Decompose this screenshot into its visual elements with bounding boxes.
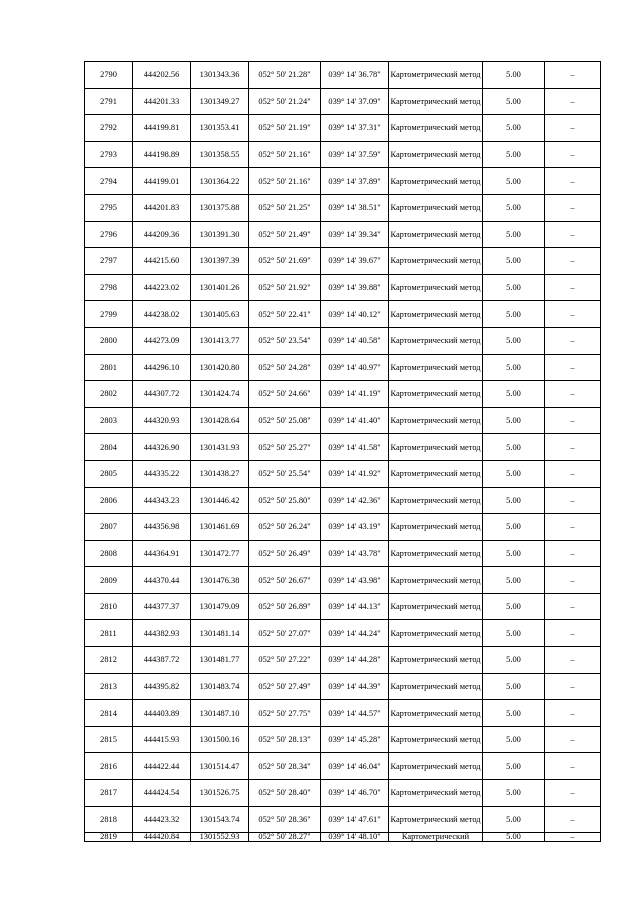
table-row xyxy=(85,593,601,620)
accuracy-cell: 5.00 xyxy=(483,407,545,434)
note-cell: – xyxy=(545,115,601,142)
latitude-cell: 052° 50' 28.40" xyxy=(249,780,321,807)
x-coordinate-cell: 444335.22 xyxy=(133,460,191,487)
longitude-cell: 039° 14' 45.28" xyxy=(321,726,389,753)
y-coordinate-cell: 1301483.74 xyxy=(191,673,249,700)
table-row xyxy=(85,221,601,248)
point-number-cell: 2798 xyxy=(85,274,133,301)
x-coordinate-cell: 444343.23 xyxy=(133,487,191,514)
x-coordinate-cell: 444198.89 xyxy=(133,141,191,168)
x-coordinate-cell: 444423.32 xyxy=(133,806,191,833)
longitude-cell: 039° 14' 44.39" xyxy=(321,673,389,700)
y-coordinate-cell: 1301552.93 xyxy=(191,833,249,842)
point-number-cell: 2811 xyxy=(85,620,133,647)
latitude-cell: 052° 50' 24.66" xyxy=(249,381,321,408)
latitude-cell: 052° 50' 21.28" xyxy=(249,62,321,89)
point-number-cell: 2815 xyxy=(85,726,133,753)
latitude-cell: 052° 50' 28.27" xyxy=(249,833,321,842)
latitude-cell: 052° 50' 21.92" xyxy=(249,274,321,301)
longitude-cell: 039° 14' 37.31" xyxy=(321,115,389,142)
y-coordinate-cell: 1301476.38 xyxy=(191,567,249,594)
point-number-cell: 2809 xyxy=(85,567,133,594)
point-number-cell: 2799 xyxy=(85,301,133,328)
note-cell: – xyxy=(545,567,601,594)
accuracy-cell: 5.00 xyxy=(483,514,545,541)
y-coordinate-cell: 1301353.41 xyxy=(191,115,249,142)
y-coordinate-cell: 1301526.75 xyxy=(191,780,249,807)
latitude-cell: 052° 50' 24.28" xyxy=(249,354,321,381)
method-cell: Картометрический метод xyxy=(389,141,483,168)
note-cell: – xyxy=(545,593,601,620)
method-cell: Картометрический метод xyxy=(389,514,483,541)
method-cell: Картометрический метод xyxy=(389,726,483,753)
y-coordinate-cell: 1301487.10 xyxy=(191,700,249,727)
latitude-cell: 052° 50' 23.54" xyxy=(249,327,321,354)
table-row xyxy=(85,673,601,700)
note-cell: – xyxy=(545,301,601,328)
method-cell: Картометрический метод xyxy=(389,354,483,381)
table-row xyxy=(85,753,601,780)
accuracy-cell: 5.00 xyxy=(483,221,545,248)
latitude-cell: 052° 50' 28.13" xyxy=(249,726,321,753)
note-cell: – xyxy=(545,434,601,461)
note-cell: – xyxy=(545,327,601,354)
point-number-cell: 2790 xyxy=(85,62,133,89)
document-page xyxy=(84,61,600,842)
y-coordinate-cell: 1301405.63 xyxy=(191,301,249,328)
accuracy-cell: 5.00 xyxy=(483,62,545,89)
y-coordinate-cell: 1301481.77 xyxy=(191,647,249,674)
x-coordinate-cell: 444215.60 xyxy=(133,248,191,275)
method-cell: Картометрический метод xyxy=(389,248,483,275)
accuracy-cell: 5.00 xyxy=(483,248,545,275)
accuracy-cell: 5.00 xyxy=(483,141,545,168)
note-cell: – xyxy=(545,833,601,842)
method-cell: Картометрический метод xyxy=(389,301,483,328)
accuracy-cell: 5.00 xyxy=(483,567,545,594)
y-coordinate-cell: 1301358.55 xyxy=(191,141,249,168)
method-cell: Картометрический метод xyxy=(389,274,483,301)
x-coordinate-cell: 444199.81 xyxy=(133,115,191,142)
y-coordinate-cell: 1301461.69 xyxy=(191,514,249,541)
longitude-cell: 039° 14' 39.88" xyxy=(321,274,389,301)
point-number-cell: 2801 xyxy=(85,354,133,381)
note-cell: – xyxy=(545,62,601,89)
note-cell: – xyxy=(545,806,601,833)
x-coordinate-cell: 444273.09 xyxy=(133,327,191,354)
table-row xyxy=(85,141,601,168)
x-coordinate-cell: 444382.93 xyxy=(133,620,191,647)
latitude-cell: 052° 50' 25.27" xyxy=(249,434,321,461)
table-row xyxy=(85,647,601,674)
latitude-cell: 052° 50' 28.36" xyxy=(249,806,321,833)
point-number-cell: 2806 xyxy=(85,487,133,514)
method-cell: Картометрический метод xyxy=(389,593,483,620)
note-cell: – xyxy=(545,514,601,541)
accuracy-cell: 5.00 xyxy=(483,673,545,700)
y-coordinate-cell: 1301413.77 xyxy=(191,327,249,354)
table-row xyxy=(85,354,601,381)
table-row xyxy=(85,168,601,195)
latitude-cell: 052° 50' 26.49" xyxy=(249,540,321,567)
coordinates-table xyxy=(84,61,601,842)
table-row xyxy=(85,726,601,753)
accuracy-cell: 5.00 xyxy=(483,194,545,221)
method-cell: Картометрический метод xyxy=(389,327,483,354)
y-coordinate-cell: 1301349.27 xyxy=(191,88,249,115)
method-cell: Картометрический метод xyxy=(389,753,483,780)
accuracy-cell: 5.00 xyxy=(483,753,545,780)
point-number-cell: 2791 xyxy=(85,88,133,115)
accuracy-cell: 5.00 xyxy=(483,434,545,461)
point-number-cell: 2795 xyxy=(85,194,133,221)
point-number-cell: 2814 xyxy=(85,700,133,727)
x-coordinate-cell: 444199.01 xyxy=(133,168,191,195)
point-number-cell: 2794 xyxy=(85,168,133,195)
table-row xyxy=(85,327,601,354)
table-row xyxy=(85,567,601,594)
table-row xyxy=(85,274,601,301)
x-coordinate-cell: 444387.72 xyxy=(133,647,191,674)
method-cell: Картометрический метод xyxy=(389,62,483,89)
longitude-cell: 039° 14' 37.59" xyxy=(321,141,389,168)
x-coordinate-cell: 444377.37 xyxy=(133,593,191,620)
table-row xyxy=(85,833,601,842)
point-number-cell: 2804 xyxy=(85,434,133,461)
longitude-cell: 039° 14' 37.89" xyxy=(321,168,389,195)
point-number-cell: 2816 xyxy=(85,753,133,780)
x-coordinate-cell: 444420.84 xyxy=(133,833,191,842)
note-cell: – xyxy=(545,248,601,275)
table-row xyxy=(85,115,601,142)
longitude-cell: 039° 14' 41.92" xyxy=(321,460,389,487)
latitude-cell: 052° 50' 27.07" xyxy=(249,620,321,647)
note-cell: – xyxy=(545,88,601,115)
x-coordinate-cell: 444415.93 xyxy=(133,726,191,753)
y-coordinate-cell: 1301420.80 xyxy=(191,354,249,381)
note-cell: – xyxy=(545,460,601,487)
point-number-cell: 2810 xyxy=(85,593,133,620)
y-coordinate-cell: 1301424.74 xyxy=(191,381,249,408)
latitude-cell: 052° 50' 26.67" xyxy=(249,567,321,594)
note-cell: – xyxy=(545,620,601,647)
note-cell: – xyxy=(545,381,601,408)
longitude-cell: 039° 14' 41.40" xyxy=(321,407,389,434)
longitude-cell: 039° 14' 44.24" xyxy=(321,620,389,647)
method-cell: Картометрический метод xyxy=(389,434,483,461)
point-number-cell: 2805 xyxy=(85,460,133,487)
method-cell: Картометрический метод xyxy=(389,221,483,248)
note-cell: – xyxy=(545,221,601,248)
latitude-cell: 052° 50' 21.69" xyxy=(249,248,321,275)
latitude-cell: 052° 50' 21.49" xyxy=(249,221,321,248)
y-coordinate-cell: 1301479.09 xyxy=(191,593,249,620)
accuracy-cell: 5.00 xyxy=(483,487,545,514)
longitude-cell: 039° 14' 47.61" xyxy=(321,806,389,833)
table-body xyxy=(85,62,601,842)
longitude-cell: 039° 14' 42.36" xyxy=(321,487,389,514)
longitude-cell: 039° 14' 44.57" xyxy=(321,700,389,727)
latitude-cell: 052° 50' 26.89" xyxy=(249,593,321,620)
table-row xyxy=(85,460,601,487)
x-coordinate-cell: 444223.02 xyxy=(133,274,191,301)
note-cell: – xyxy=(545,700,601,727)
note-cell: – xyxy=(545,673,601,700)
table-row xyxy=(85,514,601,541)
point-number-cell: 2817 xyxy=(85,780,133,807)
longitude-cell: 039° 14' 40.12" xyxy=(321,301,389,328)
longitude-cell: 039° 14' 36.78" xyxy=(321,62,389,89)
table-row xyxy=(85,620,601,647)
latitude-cell: 052° 50' 26.24" xyxy=(249,514,321,541)
method-cell: Картометрический метод xyxy=(389,115,483,142)
x-coordinate-cell: 444201.33 xyxy=(133,88,191,115)
x-coordinate-cell: 444395.82 xyxy=(133,673,191,700)
method-cell: Картометрический метод xyxy=(389,194,483,221)
y-coordinate-cell: 1301401.26 xyxy=(191,274,249,301)
latitude-cell: 052° 50' 21.16" xyxy=(249,141,321,168)
note-cell: – xyxy=(545,753,601,780)
method-cell: Картометрический метод xyxy=(389,168,483,195)
point-number-cell: 2793 xyxy=(85,141,133,168)
point-number-cell: 2819 xyxy=(85,833,133,842)
accuracy-cell: 5.00 xyxy=(483,354,545,381)
x-coordinate-cell: 444307.72 xyxy=(133,381,191,408)
longitude-cell: 039° 14' 46.70" xyxy=(321,780,389,807)
longitude-cell: 039° 14' 38.51" xyxy=(321,194,389,221)
point-number-cell: 2802 xyxy=(85,381,133,408)
accuracy-cell: 5.00 xyxy=(483,647,545,674)
point-number-cell: 2800 xyxy=(85,327,133,354)
table-row xyxy=(85,700,601,727)
note-cell: – xyxy=(545,487,601,514)
latitude-cell: 052° 50' 28.34" xyxy=(249,753,321,780)
y-coordinate-cell: 1301438.27 xyxy=(191,460,249,487)
table-row xyxy=(85,194,601,221)
longitude-cell: 039° 14' 43.19" xyxy=(321,514,389,541)
x-coordinate-cell: 444320.93 xyxy=(133,407,191,434)
x-coordinate-cell: 444296.10 xyxy=(133,354,191,381)
accuracy-cell: 5.00 xyxy=(483,274,545,301)
longitude-cell: 039° 14' 40.97" xyxy=(321,354,389,381)
latitude-cell: 052° 50' 21.19" xyxy=(249,115,321,142)
table-row xyxy=(85,407,601,434)
latitude-cell: 052° 50' 25.08" xyxy=(249,407,321,434)
accuracy-cell: 5.00 xyxy=(483,301,545,328)
method-cell: Картометрический метод xyxy=(389,381,483,408)
note-cell: – xyxy=(545,141,601,168)
method-cell: Картометрический метод xyxy=(389,780,483,807)
accuracy-cell: 5.00 xyxy=(483,115,545,142)
longitude-cell: 039° 14' 44.28" xyxy=(321,647,389,674)
accuracy-cell: 5.00 xyxy=(483,726,545,753)
method-cell: Картометрический метод xyxy=(389,567,483,594)
point-number-cell: 2803 xyxy=(85,407,133,434)
longitude-cell: 039° 14' 37.09" xyxy=(321,88,389,115)
longitude-cell: 039° 14' 40.58" xyxy=(321,327,389,354)
table-row xyxy=(85,62,601,89)
note-cell: – xyxy=(545,274,601,301)
x-coordinate-cell: 444424.54 xyxy=(133,780,191,807)
latitude-cell: 052° 50' 21.16" xyxy=(249,168,321,195)
table-row xyxy=(85,434,601,461)
y-coordinate-cell: 1301364.22 xyxy=(191,168,249,195)
latitude-cell: 052° 50' 21.24" xyxy=(249,88,321,115)
accuracy-cell: 5.00 xyxy=(483,700,545,727)
latitude-cell: 052° 50' 27.49" xyxy=(249,673,321,700)
longitude-cell: 039° 14' 41.19" xyxy=(321,381,389,408)
x-coordinate-cell: 444326.90 xyxy=(133,434,191,461)
method-cell: Картометрический метод xyxy=(389,487,483,514)
table-row xyxy=(85,780,601,807)
method-cell: Картометрический метод xyxy=(389,88,483,115)
x-coordinate-cell: 444403.89 xyxy=(133,700,191,727)
longitude-cell: 039° 14' 44.13" xyxy=(321,593,389,620)
table-row xyxy=(85,88,601,115)
note-cell: – xyxy=(545,168,601,195)
point-number-cell: 2813 xyxy=(85,673,133,700)
x-coordinate-cell: 444356.98 xyxy=(133,514,191,541)
note-cell: – xyxy=(545,726,601,753)
longitude-cell: 039° 14' 41.58" xyxy=(321,434,389,461)
y-coordinate-cell: 1301543.74 xyxy=(191,806,249,833)
accuracy-cell: 5.00 xyxy=(483,833,545,842)
table-row xyxy=(85,248,601,275)
y-coordinate-cell: 1301481.14 xyxy=(191,620,249,647)
table-row xyxy=(85,381,601,408)
accuracy-cell: 5.00 xyxy=(483,540,545,567)
point-number-cell: 2792 xyxy=(85,115,133,142)
latitude-cell: 052° 50' 22.41" xyxy=(249,301,321,328)
x-coordinate-cell: 444370.44 xyxy=(133,567,191,594)
point-number-cell: 2808 xyxy=(85,540,133,567)
x-coordinate-cell: 444201.83 xyxy=(133,194,191,221)
y-coordinate-cell: 1301446.42 xyxy=(191,487,249,514)
accuracy-cell: 5.00 xyxy=(483,381,545,408)
longitude-cell: 039° 14' 43.78" xyxy=(321,540,389,567)
y-coordinate-cell: 1301431.93 xyxy=(191,434,249,461)
method-cell: Картометрический метод xyxy=(389,620,483,647)
accuracy-cell: 5.00 xyxy=(483,88,545,115)
note-cell: – xyxy=(545,780,601,807)
longitude-cell: 039° 14' 46.04" xyxy=(321,753,389,780)
y-coordinate-cell: 1301428.64 xyxy=(191,407,249,434)
y-coordinate-cell: 1301397.39 xyxy=(191,248,249,275)
point-number-cell: 2796 xyxy=(85,221,133,248)
y-coordinate-cell: 1301391.30 xyxy=(191,221,249,248)
note-cell: – xyxy=(545,194,601,221)
table-row xyxy=(85,540,601,567)
longitude-cell: 039° 14' 43.98" xyxy=(321,567,389,594)
method-cell: Картометрический метод xyxy=(389,647,483,674)
y-coordinate-cell: 1301472.77 xyxy=(191,540,249,567)
accuracy-cell: 5.00 xyxy=(483,593,545,620)
point-number-cell: 2818 xyxy=(85,806,133,833)
x-coordinate-cell: 444422.44 xyxy=(133,753,191,780)
latitude-cell: 052° 50' 21.25" xyxy=(249,194,321,221)
x-coordinate-cell: 444209.36 xyxy=(133,221,191,248)
longitude-cell: 039° 14' 48.10" xyxy=(321,833,389,842)
method-cell: Картометрический метод xyxy=(389,407,483,434)
table-row xyxy=(85,487,601,514)
method-cell: Картометрический метод xyxy=(389,700,483,727)
method-cell: Картометрический xyxy=(389,833,483,842)
note-cell: – xyxy=(545,540,601,567)
point-number-cell: 2812 xyxy=(85,647,133,674)
accuracy-cell: 5.00 xyxy=(483,806,545,833)
latitude-cell: 052° 50' 25.54" xyxy=(249,460,321,487)
longitude-cell: 039° 14' 39.67" xyxy=(321,248,389,275)
method-cell: Картометрический метод xyxy=(389,460,483,487)
latitude-cell: 052° 50' 25.80" xyxy=(249,487,321,514)
note-cell: – xyxy=(545,407,601,434)
accuracy-cell: 5.00 xyxy=(483,168,545,195)
x-coordinate-cell: 444202.56 xyxy=(133,62,191,89)
note-cell: – xyxy=(545,647,601,674)
accuracy-cell: 5.00 xyxy=(483,780,545,807)
longitude-cell: 039° 14' 39.34" xyxy=(321,221,389,248)
note-cell: – xyxy=(545,354,601,381)
latitude-cell: 052° 50' 27.75" xyxy=(249,700,321,727)
table-row xyxy=(85,806,601,833)
latitude-cell: 052° 50' 27.22" xyxy=(249,647,321,674)
accuracy-cell: 5.00 xyxy=(483,620,545,647)
y-coordinate-cell: 1301500.16 xyxy=(191,726,249,753)
method-cell: Картометрический метод xyxy=(389,673,483,700)
point-number-cell: 2797 xyxy=(85,248,133,275)
y-coordinate-cell: 1301514.47 xyxy=(191,753,249,780)
accuracy-cell: 5.00 xyxy=(483,460,545,487)
x-coordinate-cell: 444238.02 xyxy=(133,301,191,328)
table-row xyxy=(85,301,601,328)
y-coordinate-cell: 1301375.88 xyxy=(191,194,249,221)
x-coordinate-cell: 444364.91 xyxy=(133,540,191,567)
y-coordinate-cell: 1301343.36 xyxy=(191,62,249,89)
accuracy-cell: 5.00 xyxy=(483,327,545,354)
method-cell: Картометрический метод xyxy=(389,806,483,833)
method-cell: Картометрический метод xyxy=(389,540,483,567)
point-number-cell: 2807 xyxy=(85,514,133,541)
